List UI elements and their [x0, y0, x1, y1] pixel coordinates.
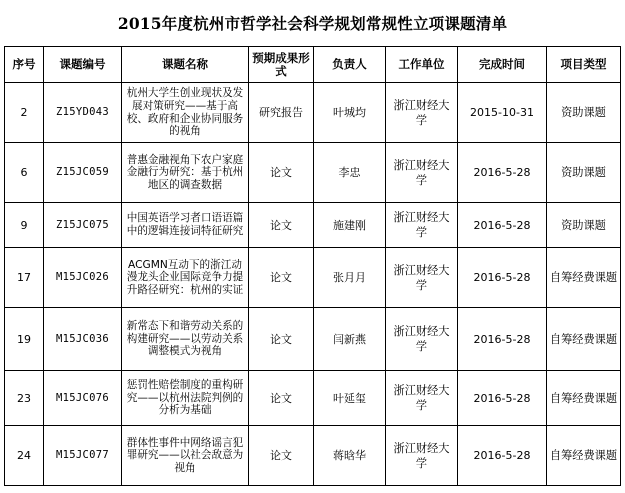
- cell-date[interactable]: 2015-10-31: [458, 83, 547, 143]
- cell-no[interactable]: 24: [5, 426, 44, 486]
- header-code: 课题编号: [44, 47, 122, 83]
- table-row: [5, 371, 621, 426]
- cell-no[interactable]: 19: [5, 308, 44, 371]
- cell-date[interactable]: 2016-5-28: [458, 426, 547, 486]
- cell-result[interactable]: 论文: [249, 426, 314, 486]
- cell-no[interactable]: 17: [5, 248, 44, 308]
- cell-date[interactable]: 2016-5-28: [458, 248, 547, 308]
- header-date: 完成时间: [458, 47, 547, 83]
- header-no: 序号: [5, 47, 44, 83]
- cell-type[interactable]: 自筹经费课题: [547, 371, 621, 426]
- cell-unit[interactable]: 浙江财经大学: [386, 143, 458, 203]
- cell-code[interactable]: M15JC026: [44, 248, 122, 308]
- cell-leader[interactable]: 张月月: [314, 248, 386, 308]
- cell-code[interactable]: M15JC076: [44, 371, 122, 426]
- table-row: [5, 308, 621, 371]
- table-row: [5, 83, 621, 143]
- cell-leader[interactable]: 蒋晗华: [314, 426, 386, 486]
- table-row: [5, 203, 621, 248]
- cell-leader[interactable]: 闫新燕: [314, 308, 386, 371]
- cell-name[interactable]: 惩罚性赔偿制度的重构研究——以杭州法院判例的分析为基础: [122, 371, 249, 426]
- cell-name[interactable]: 群体性事件中网络谣言犯罪研究——以社会敌意为视角: [122, 426, 249, 486]
- cell-unit[interactable]: 浙江财经大学: [386, 248, 458, 308]
- cell-type[interactable]: 资助课题: [547, 83, 621, 143]
- cell-leader[interactable]: 叶城均: [314, 83, 386, 143]
- page-title: 2015年度杭州市哲学社会科学规划常规性立项课题清单: [117, 14, 508, 33]
- cell-leader[interactable]: 叶延玺: [314, 371, 386, 426]
- cell-code[interactable]: Z15JC075: [44, 203, 122, 248]
- cell-result[interactable]: 论文: [249, 308, 314, 371]
- cell-result[interactable]: 论文: [249, 371, 314, 426]
- table-row: [5, 143, 621, 203]
- cell-result[interactable]: 论文: [249, 203, 314, 248]
- cell-unit[interactable]: 浙江财经大学: [386, 308, 458, 371]
- cell-type[interactable]: 资助课题: [547, 203, 621, 248]
- cell-no[interactable]: 2: [5, 83, 44, 143]
- header-row: [5, 47, 621, 83]
- cell-date[interactable]: 2016-5-28: [458, 308, 547, 371]
- header-result: 预期成果形式: [249, 47, 314, 83]
- table-row: [5, 426, 621, 486]
- cell-unit[interactable]: 浙江财经大学: [386, 371, 458, 426]
- cell-name[interactable]: 普惠金融视角下农户家庭金融行为研究：基于杭州地区的调查数据: [122, 143, 249, 203]
- cell-code[interactable]: M15JC077: [44, 426, 122, 486]
- cell-no[interactable]: 9: [5, 203, 44, 248]
- header-name: 课题名称: [122, 47, 249, 83]
- cell-leader[interactable]: 施建刚: [314, 203, 386, 248]
- cell-unit[interactable]: 浙江财经大学: [386, 83, 458, 143]
- cell-unit[interactable]: 浙江财经大学: [386, 426, 458, 486]
- cell-type[interactable]: 自筹经费课题: [547, 308, 621, 371]
- cell-date[interactable]: 2016-5-28: [458, 203, 547, 248]
- cell-name[interactable]: 杭州大学生创业现状及发展对策研究——基于高校、政府和企业协同服务的视角: [122, 83, 249, 143]
- cell-result[interactable]: 论文: [249, 248, 314, 308]
- header-unit: 工作单位: [386, 47, 458, 83]
- cell-date[interactable]: 2016-5-28: [458, 143, 547, 203]
- cell-no[interactable]: 23: [5, 371, 44, 426]
- header-leader: 负责人: [314, 47, 386, 83]
- cell-result[interactable]: 研究报告: [249, 83, 314, 143]
- cell-type[interactable]: 自筹经费课题: [547, 248, 621, 308]
- cell-unit[interactable]: 浙江财经大学: [386, 203, 458, 248]
- cell-leader[interactable]: 李忠: [314, 143, 386, 203]
- cell-name[interactable]: ACGMN互动下的浙江动漫龙头企业国际竞争力提升路径研究：杭州的实证: [122, 248, 249, 308]
- cell-code[interactable]: M15JC036: [44, 308, 122, 371]
- table-row: [5, 248, 621, 308]
- cell-result[interactable]: 论文: [249, 143, 314, 203]
- header-type: 项目类型: [547, 47, 621, 83]
- cell-code[interactable]: Z15YD043: [44, 83, 122, 143]
- cell-code[interactable]: Z15JC059: [44, 143, 122, 203]
- cell-name[interactable]: 中国英语学习者口语语篇中的逻辑连接词特征研究: [122, 203, 249, 248]
- cell-type[interactable]: 自筹经费课题: [547, 426, 621, 486]
- cell-type[interactable]: 资助课题: [547, 143, 621, 203]
- cell-no[interactable]: 6: [5, 143, 44, 203]
- cell-date[interactable]: 2016-5-28: [458, 371, 547, 426]
- cell-name[interactable]: 新常态下和谐劳动关系的构建研究——以劳动关系调整模式为视角: [122, 308, 249, 371]
- project-table: [4, 46, 621, 486]
